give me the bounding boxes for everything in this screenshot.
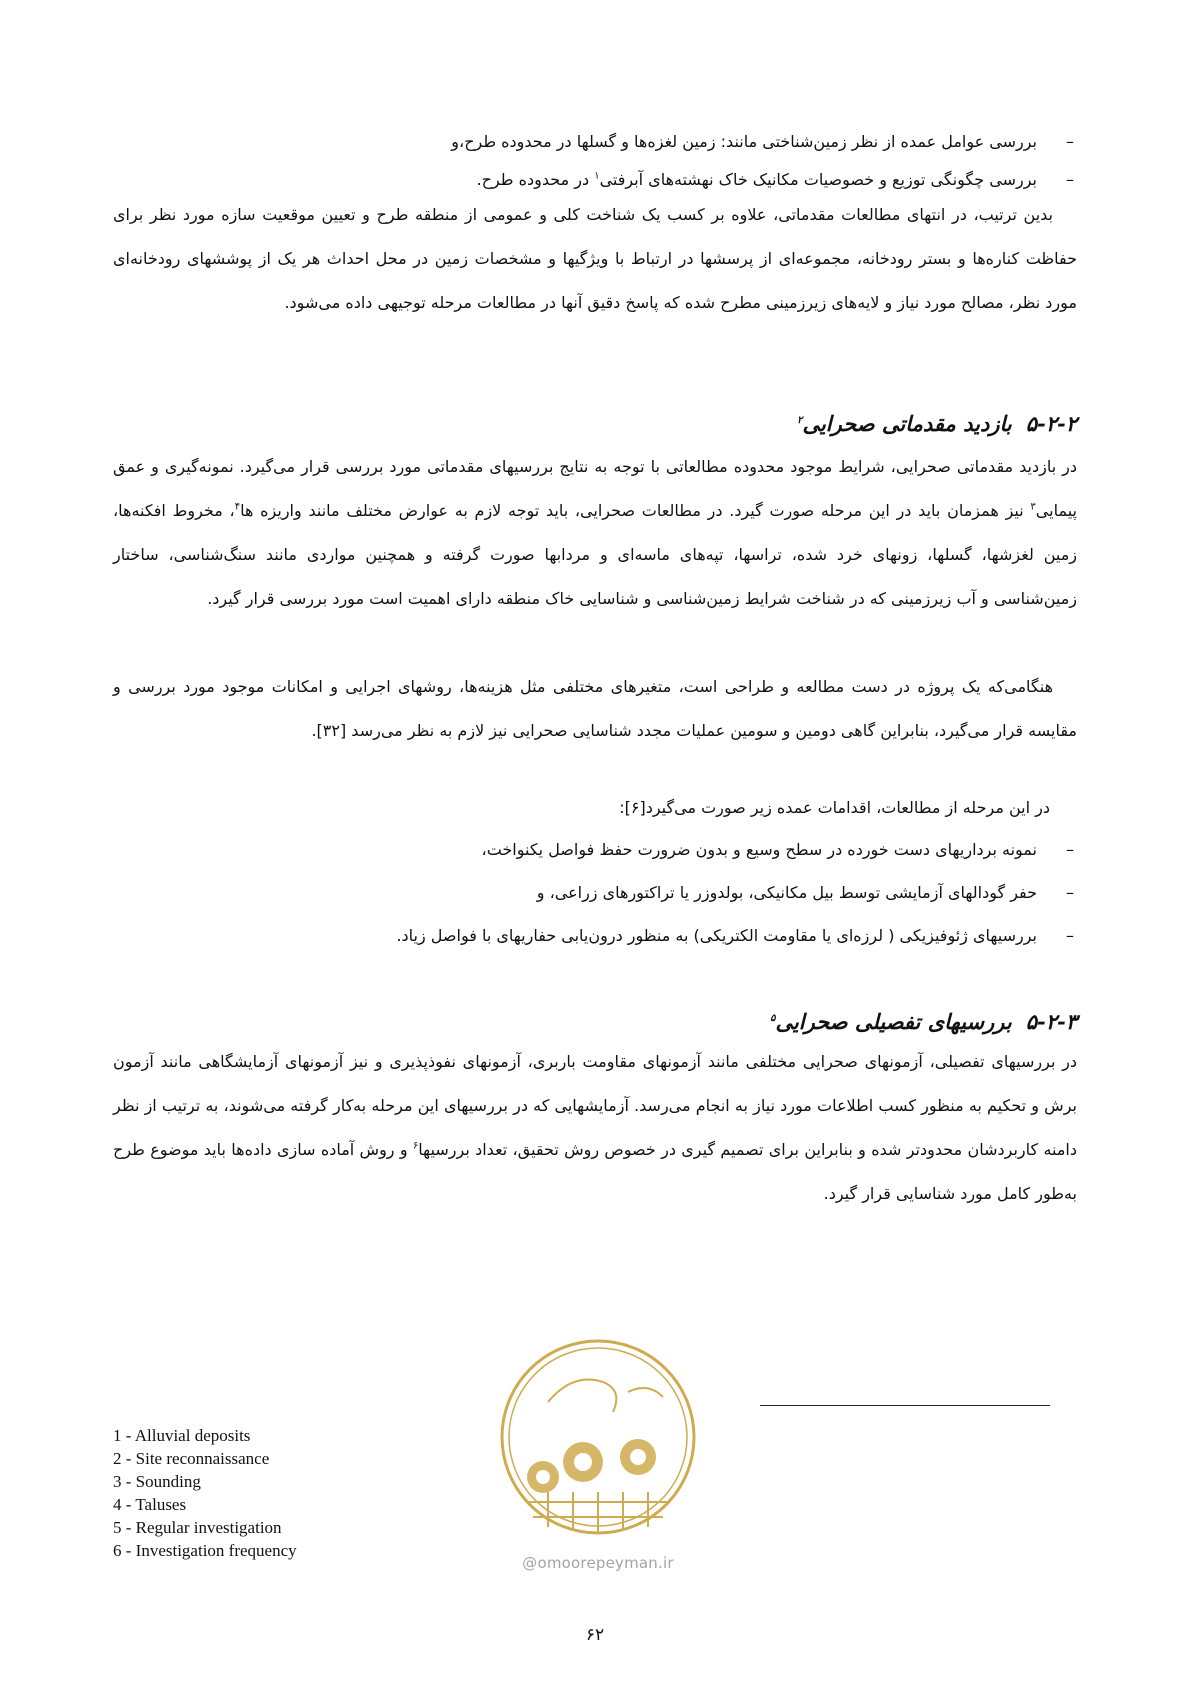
paragraph: هنگامی‌که یک پروژه در دست مطالعه و طراحی است، متغیرهای مختلفی مثل هزینه‌ها، روشهای اجرایی و امکانات موجود مورد بررسی و مقایسه قرار می‌گیرد، بنابراین گاهی دومین و سومین عملیات مجدد شناسایی صحرایی نیز لازم به نظر می‌رسد [۳۲]. <box>113 677 1077 740</box>
bullet-text: بررسی چگونگی توزیع و خصوصیات مکانیک خاک نهشته‌های آبرفتی <box>599 170 1037 189</box>
intro-bullet-list-2 <box>113 170 1077 190</box>
bullet-text: نمونه برداریهای دست خورده در سطح وسیع و بدون ضرورت حفظ فواصل یکنواخت، <box>481 840 1037 859</box>
footnote-item: 1 - Alluvial deposits <box>113 1426 251 1445</box>
page-number: ۶۲ <box>585 1625 605 1645</box>
list-item <box>113 883 1077 903</box>
dash-marker: – <box>1066 170 1074 189</box>
footnote-ref: ۱ <box>594 170 600 182</box>
section-heading <box>113 410 1077 438</box>
dash-marker: – <box>1066 840 1074 859</box>
dash-marker: – <box>1066 926 1074 945</box>
bullet-text: حفر گودالهای آزمایشی توسط بیل مکانیکی، بولدوزر یا تراکتورهای زراعی، و <box>536 883 1037 902</box>
list-item <box>113 132 1077 152</box>
section-heading <box>113 1008 1077 1036</box>
footnote-item: 6 - Investigation frequency <box>113 1541 297 1560</box>
watermark-logo <box>488 1332 708 1572</box>
footnote-item: 2 - Site reconnaissance <box>113 1449 270 1468</box>
section-title: بازدید مقدماتی صحرایی <box>802 411 1012 436</box>
paragraph-text: ، مخروط افکنه‌ها، زمین لغزشها، گسلها، زونهای خرد شده، تراسها، تپه‌های ماسه‌ای و مردابها صورت گرفته و همچنین مواردی مانند سنگ‌شناسی، ساختار زمین‌شناسی و آب زیرزمینی که در شناخت شرایط زمین‌شناسی و شناسایی خاک منطقه دارای اهمیت است مورد بررسی قرار گیرد. <box>113 501 1077 608</box>
watermark-url: @omoorepeyman.ir <box>522 1554 674 1572</box>
section-number: ۵-۲-۲ <box>1025 411 1077 436</box>
footnote-list <box>113 1424 297 1562</box>
footnote-ref: ۵ <box>770 1013 776 1024</box>
footnote-item: 4 - Taluses <box>113 1495 187 1514</box>
section2-bullet-list <box>113 840 1077 946</box>
paragraph-text: در بازدید مقدماتی صحرایی، شرایط موجود محدوده مطالعاتی با توجه به نتایج بررسیهای مقدماتی مورد بررسی قرار می‌گیرد. نمونه‌گیری و عمق پیمایی <box>113 457 1077 520</box>
footnote-ref: ۴ <box>234 501 241 513</box>
paragraph: بدین ترتیب، در انتهای مطالعات مقدماتی، علاوه بر کسب یک شناخت کلی و عمومی از منطقه طرح و تعیین موقعیت سازه مورد نظر برای حفاظت کناره‌ها و بستر رودخانه، مجموعه‌ای از پرسشها در ارتباط با ویژگیها و مشخصات زمین در محل احداث هر یک از پوششهای رودخانه‌ای مورد نظر، مصالح مورد نیاز و لایه‌های زیرزمینی مطرح شده که پاسخ دقیق آنها در مطالعات مرحله توجیهی داده می‌شود. <box>113 205 1077 312</box>
paragraph-text: نیز همزمان باید در این مرحله صورت گیرد. در مطالعات صحرایی، باید توجه لازم به عوارض مختلف مانند واریزه ها <box>240 501 1031 520</box>
watermark-seal-icon <box>488 1332 708 1547</box>
footnote-separator <box>760 1405 1050 1406</box>
intro-bullet-list <box>113 132 1077 152</box>
footnote-ref: ۲ <box>797 415 803 426</box>
footnote-ref: ۶ <box>412 1140 419 1152</box>
paragraph-text: و روش آماده سازی داده‌ها باید موضوع طرح به‌طور کامل مورد شناسایی قرار گیرد. <box>113 1140 1077 1203</box>
paragraph: در این مرحله از مطالعات، اقدامات عمده زیر صورت می‌گیرد[۶]: <box>619 798 1050 817</box>
dash-marker: – <box>1066 883 1074 902</box>
paragraph-text: در بررسیهای تفصیلی، آزمونهای صحرایی مختلفی مانند آزمونهای مقاومت باربری، آزمونهای نفوذپذیری و نیز آزمونهای آزمایشگاهی مانند آزمون برش و تحکیم به منظور کسب اطلاعات مورد نیاز به انجام می‌رسد. آزمایشهایی که در بررسیهای این مرحله به‌کار گرفته می‌شوند، به ترتیب از نظر دامنه کاربردشان محدودتر شده و بنابراین برای تصمیم گیری در خصوص روش تحقیق، تعداد بررسیها <box>113 1052 1077 1159</box>
bullet-text: بررسیهای ژئوفیزیکی ( لرزه‌ای یا مقاومت الکتریکی) به منظور درون‌یابی حفاریهای با فواصل زیاد. <box>396 926 1037 945</box>
footnote-item: 3 - Sounding <box>113 1472 201 1491</box>
paragraph <box>113 1040 1077 1216</box>
list-item <box>113 170 1077 190</box>
footnote-ref: ۳ <box>1030 501 1036 513</box>
paragraph <box>113 445 1077 621</box>
list-item <box>113 840 1077 860</box>
dash-marker: – <box>1066 132 1074 151</box>
bullet-text-tail: در محدوده طرح. <box>476 170 595 189</box>
footnote-item: 5 - Regular investigation <box>113 1518 282 1537</box>
bullet-text: بررسی عوامل عمده از نظر زمین‌شناختی مانند: زمین لغزه‌ها و گسلها در محدوده طرح،و <box>451 132 1037 151</box>
section-number: ۵-۲-۳ <box>1025 1009 1077 1034</box>
section-title: بررسیهای تفصیلی صحرایی <box>775 1009 1012 1034</box>
list-item <box>113 926 1077 946</box>
